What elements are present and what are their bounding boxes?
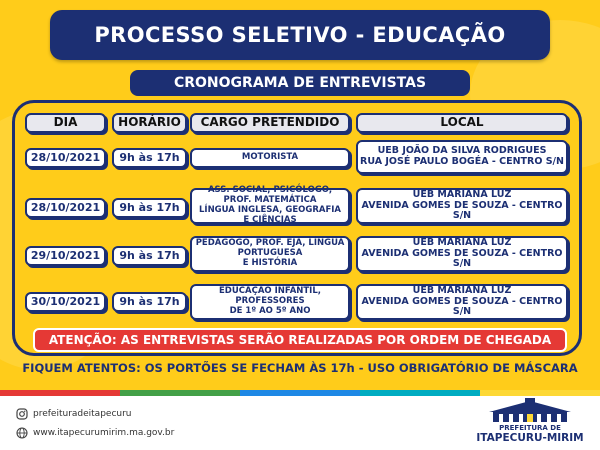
website-link[interactable] <box>16 427 174 439</box>
table-row-place: UEB MARIANA LUZ AVENIDA GOMES DE SOUZA - CENTRO S/N <box>356 236 568 272</box>
table-row-role: MOTORISTA <box>190 148 350 168</box>
city-logo <box>475 398 585 446</box>
instagram-icon <box>16 408 28 420</box>
attention-banner <box>33 328 567 352</box>
table-row-place: UEB JOÃO DA SILVA RODRIGUES RUA JOSÉ PAULO BOGÉA - CENTRO S/N <box>356 140 568 174</box>
instagram-handle: prefeituradeitapecuru <box>33 409 132 419</box>
table-row-role: EDUCAÇÃO INFANTIL, PROFESSORES DE 1º AO 5º ANO <box>190 284 350 320</box>
table-row-role: ASS. SOCIAL, PSICÓLOGO, PROF. MATEMÁTICA LÍNGUA INGLESA, GEOGRAFIA E CIÊNCIAS <box>190 188 350 224</box>
title-banner <box>50 10 550 60</box>
instagram-link[interactable] <box>16 408 132 420</box>
table-row-date: 28/10/2021 <box>25 198 106 218</box>
table-row-place: UEB MARIANA LUZ AVENIDA GOMES DE SOUZA - CENTRO S/N <box>356 188 568 224</box>
header-role: CARGO PRETENDIDO <box>190 113 350 133</box>
table-row-date: 28/10/2021 <box>25 148 106 168</box>
table-row-date: 30/10/2021 <box>25 292 106 312</box>
page-subtitle: CRONOGRAMA DE ENTREVISTAS <box>173 75 427 91</box>
table-row-role: PEDAGOGO, PROF. EJA, LÍNGUA PORTUGUESA E HISTÓRIA <box>190 236 350 272</box>
table-row-place: UEB MARIANA LUZ AVENIDA GOMES DE SOUZA - CENTRO S/N <box>356 284 568 320</box>
header-date: DIA <box>25 113 106 133</box>
city-hall-icon <box>475 398 585 424</box>
table-row-time: 9h às 17h <box>112 292 187 312</box>
table-row-time: 9h às 17h <box>112 198 187 218</box>
header-place: LOCAL <box>356 113 568 133</box>
header-time: HORÁRIO <box>112 113 187 133</box>
globe-icon <box>16 427 28 439</box>
table-row-time: 9h às 17h <box>112 148 187 168</box>
table-row-date: 29/10/2021 <box>25 246 106 266</box>
notice-text: FIQUEM ATENTOS: OS PORTÕES SE FECHAM ÀS 17h - USO OBRIGATÓRIO DE MÁSCARA <box>22 361 578 375</box>
attention-text: ATENÇÃO: AS ENTREVISTAS SERÃO REALIZADAS POR ORDEM DE CHEGADA <box>48 333 552 347</box>
website-url: www.itapecurumirim.ma.gov.br <box>33 428 175 438</box>
subtitle-banner <box>130 70 470 96</box>
logo-line-2: ITAPECURU-MIRIM <box>476 432 584 444</box>
logo-line-1: PREFEITURA DE <box>499 424 561 432</box>
table-row-time: 9h às 17h <box>112 246 187 266</box>
page-title: PROCESSO SELETIVO - EDUCAÇÃO <box>94 23 506 47</box>
